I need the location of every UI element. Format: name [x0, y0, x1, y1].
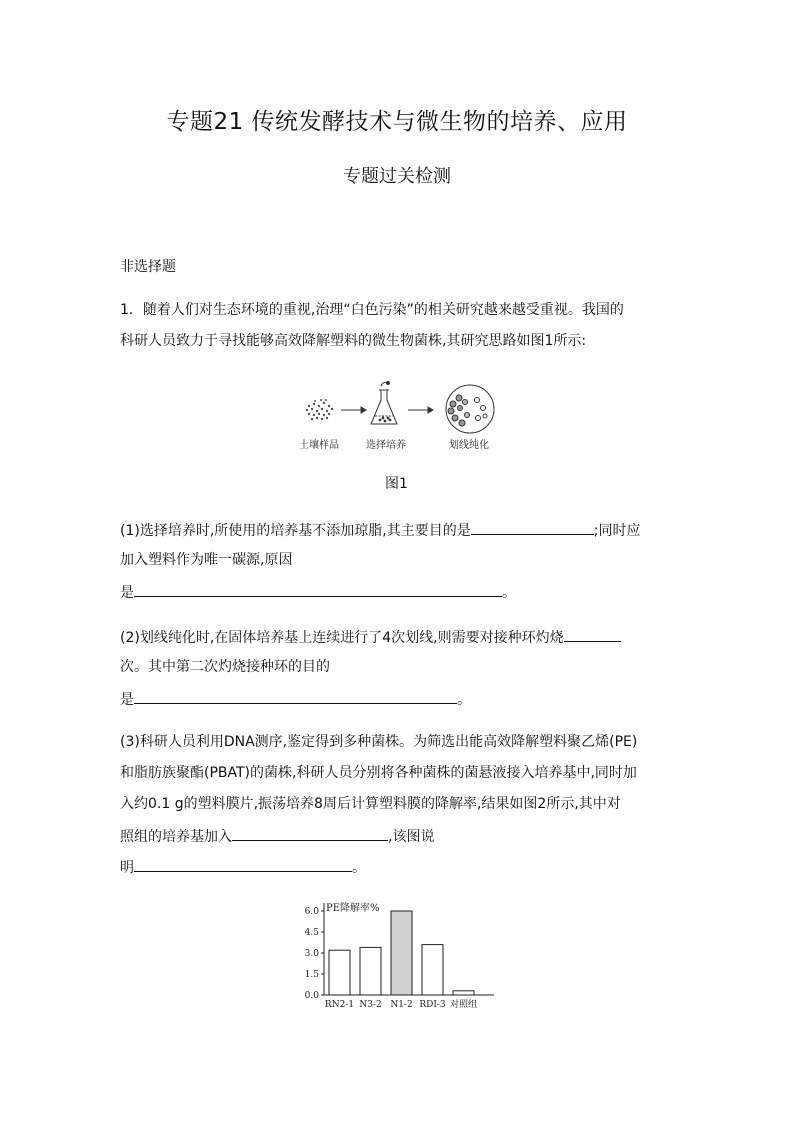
answer-blank-6[interactable] — [134, 856, 352, 872]
q1-part3-text-b: ,该图说 — [388, 829, 435, 845]
q1-part3-period: 。 — [352, 860, 366, 876]
q1-part2-line1 — [120, 626, 621, 648]
q1-part3-line4 — [120, 825, 434, 847]
q1-intro-line2: 科研人员致力于寻找能够高效降解塑料的微生物菌株,其研究思路如图1所示: — [120, 333, 587, 349]
answer-blank-4[interactable] — [134, 688, 457, 704]
q1-part3-line3: 入约0.1 g的塑料膜片,振荡培养8周后计算塑料膜的降解率,结果如图2所示,其中对 — [120, 796, 621, 812]
bar-RDI-3 — [422, 945, 443, 995]
q1-part2-line3 — [120, 688, 471, 710]
bar-RN2-1 — [329, 950, 350, 995]
flask-icon — [371, 382, 397, 425]
q1-part3-text-a: 照组的培养基加入 — [120, 829, 232, 845]
q1-part1-line3 — [120, 581, 516, 603]
petri-dish-icon — [446, 385, 494, 433]
bar-N3-2 — [360, 947, 381, 995]
q1-part3-line5 — [120, 856, 366, 878]
q1-part3-line1: (3)科研人员利用DNA测序,鉴定得到多种菌株。为筛选出能高效降解塑料聚乙烯(PE) — [120, 734, 638, 750]
q1-intro-line1: 1．随着人们对生态环境的重视,治理“白色污染”的相关研究越来越受重视。我国的 — [120, 302, 624, 318]
q1-part2-line2: 次。其中第二次灼烧接种环的目的 — [120, 659, 330, 675]
x-tick-label: 对照组 — [449, 1000, 478, 1010]
q1-part1-line1 — [120, 519, 640, 541]
x-tick-label: RN2-1 — [324, 1000, 355, 1010]
q1-part1-period: 。 — [502, 585, 516, 601]
soil-sample-icon — [306, 399, 333, 420]
section-heading: 非选择题 — [120, 259, 176, 275]
q1-part1-text-a: (1)选择培养时,所使用的培养基不添加琼脂,其主要目的是 — [120, 523, 471, 539]
y-tick-label: 3.0 — [304, 949, 319, 959]
bar-N1-2 — [391, 911, 412, 995]
q1-part3-line2: 和脂肪族聚酯(PBAT)的菌株,科研人员分别将各种菌株的菌悬液接入培养基中,同时加 — [120, 765, 637, 781]
arrow-right-icon — [408, 407, 433, 413]
q1-part1-text-b: ;同时应 — [593, 523, 641, 539]
q1-part1-line2: 加入塑料作为唯一碳源,原因 — [120, 552, 293, 568]
x-tick-label: RDI-3 — [419, 1000, 446, 1010]
answer-blank-2[interactable] — [134, 581, 502, 597]
y-tick-label: 0.0 — [304, 991, 319, 1001]
y-axis-label: PE降解率% — [326, 903, 380, 914]
page-title: 专题21 传统发酵技术与微生物的培养、应用 — [166, 109, 628, 135]
y-tick-label: 4.5 — [304, 928, 319, 938]
answer-blank-3[interactable] — [564, 626, 621, 642]
figure1-label-culture: 选择培养 — [366, 440, 406, 451]
figure1-label-purify: 划线纯化 — [449, 440, 489, 451]
answer-blank-1[interactable] — [471, 519, 594, 535]
bar-对照组 — [453, 991, 474, 995]
arrow-right-icon — [341, 407, 366, 413]
y-tick-label: 6.0 — [304, 907, 319, 917]
y-tick-label: 1.5 — [304, 970, 319, 980]
answer-blank-5[interactable] — [232, 825, 388, 841]
x-tick-label: N3-2 — [359, 1000, 382, 1010]
figure1-caption: 图1 — [385, 476, 408, 492]
q1-part1-text-c: 是 — [120, 585, 134, 601]
q1-part3-text-c: 明 — [120, 860, 134, 876]
figure2-bar-chart — [300, 895, 500, 1020]
figure1-label-soil: 土壤样品 — [299, 440, 339, 451]
page-subtitle: 专题过关检测 — [343, 166, 451, 187]
q1-part2-text-a: (2)划线纯化时,在固体培养基上连续进行了4次划线,则需要对接种环灼烧 — [120, 630, 564, 646]
q1-part2-text-b: 是 — [120, 692, 134, 708]
q1-part2-period: 。 — [457, 692, 471, 708]
x-tick-label: N1-2 — [390, 1000, 413, 1010]
